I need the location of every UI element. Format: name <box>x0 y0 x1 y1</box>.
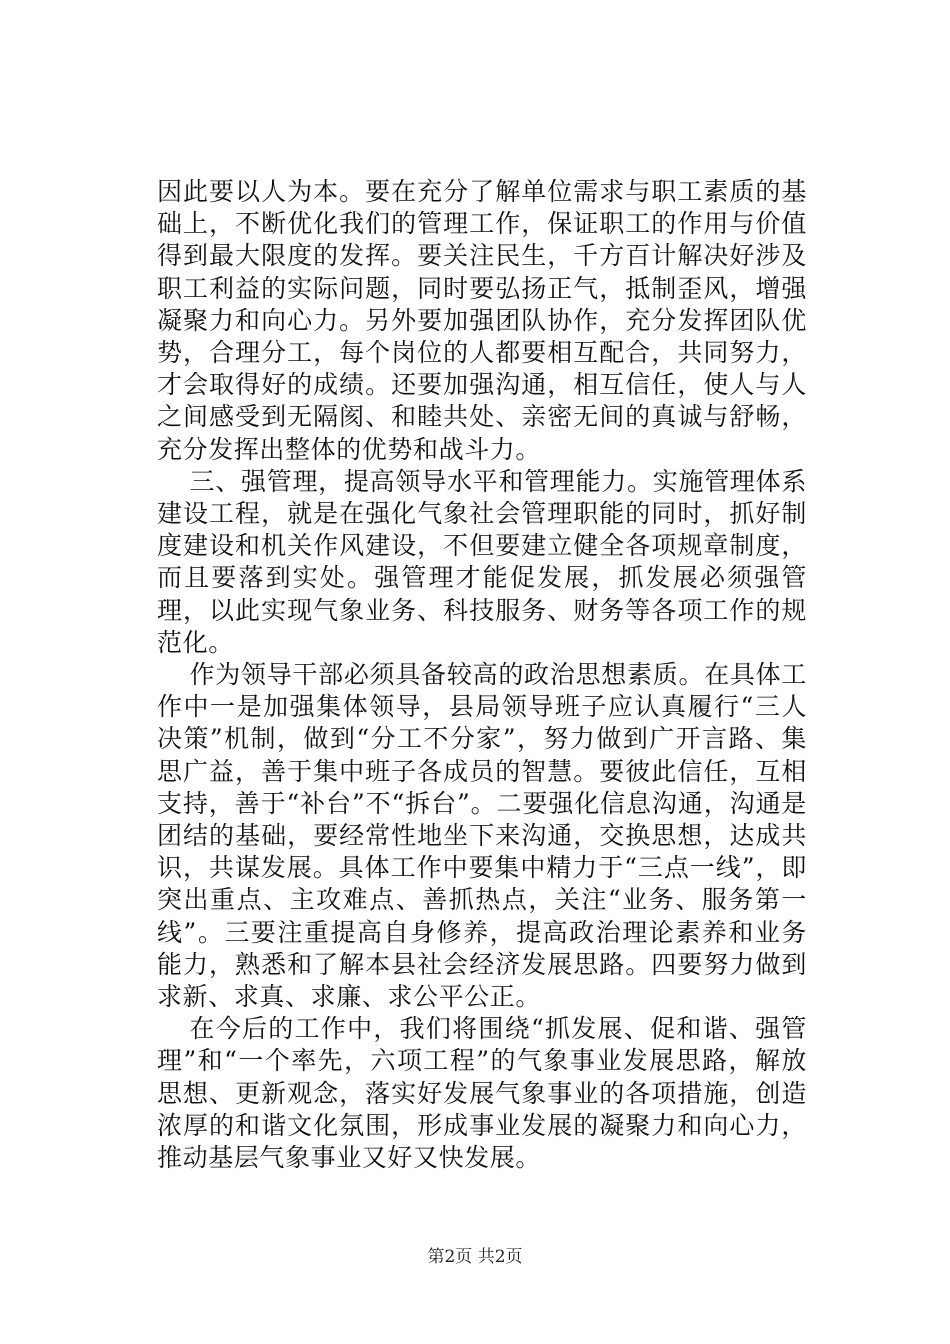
paragraph-section-three: 三、强管理，提高领导水平和管理能力。实施管理体系建设工程，就是在强化气象社会管理职能的同时，抓好制度建设和机关作风建设，不但要建立健全各项规章制度，而且要落到实处。强管理才能促发展，抓发展必须强管理，以此实现气象业务、科技服务、财务等各项工作的规范化。 <box>157 466 807 657</box>
page-footer: 第2页 共2页 <box>427 1247 523 1267</box>
paragraph-leadership: 作为领导干部必须具备较高的政治思想素质。在具体工作中一是加强集体领导，县局领导班子应认真履行“三人决策”机制，做到“分工不分家”，努力做到广开言路、集思广益，善于集中班子各成员的智慧。要彼此信任，互相支持，善于“补台”不“拆台”。二要强化信息沟通，沟通是团结的基础，要经常性地坐下来沟通，交换思想，达成共识，共谋发展。具体工作中要集中精力于“三点一线”，即突出重点、主攻难点、善抓热点，关注“业务、服务第一线”。三要注重提高自身修养，提高政治理论素养和业务能力，熟悉和了解本县社会经济发展思路。四要努力做到求新、求真、求廉、求公平公正。 <box>157 660 807 1012</box>
document-body <box>157 176 807 1174</box>
paragraph-future-work: 在今后的工作中，我们将围绕“抓发展、促和谐、强管理”和“一个率先，六项工程”的气象事业发展思路，解放思想、更新观念，落实好发展气象事业的各项措施，创造浓厚的和谐文化氛围，形成事业发展的凝聚力和向心力，推动基层气象事业又好又快发展。 <box>157 1014 807 1173</box>
paragraph-continuation: 因此要以人为本。要在充分了解单位需求与职工素质的基础上，不断优化我们的管理工作，保证职工的作用与价值得到最大限度的发挥。要关注民生，千方百计解决好涉及职工利益的实际问题，同时要弘扬正气，抵制歪风，增强凝聚力和向心力。另外要加强团队协作，充分发挥团队优势，合理分工，每个岗位的人都要相互配合，共同努力，才会取得好的成绩。还要加强沟通，相互信任，使人与人之间感受到无隔阂、和睦共处、亲密无间的真诚与舒畅，充分发挥出整体的优势和战斗力。 <box>157 177 807 464</box>
